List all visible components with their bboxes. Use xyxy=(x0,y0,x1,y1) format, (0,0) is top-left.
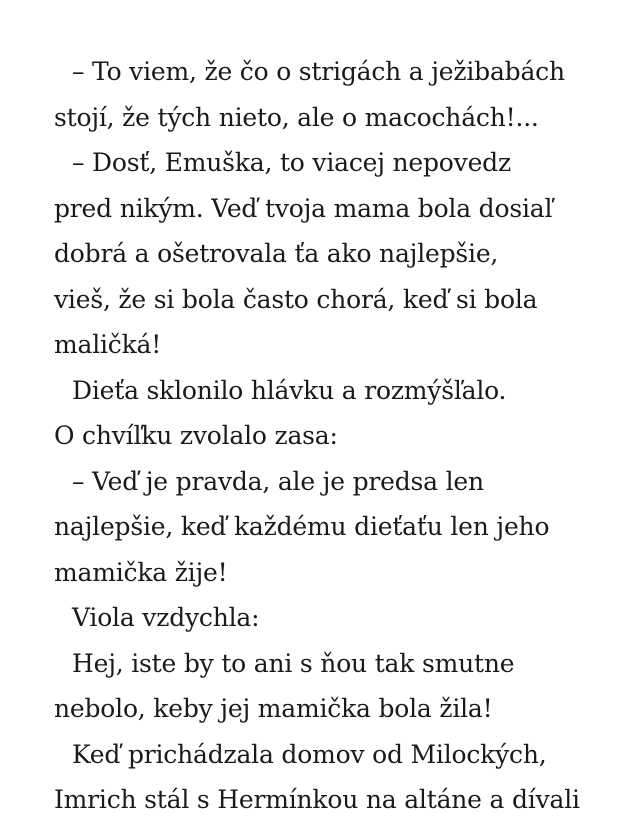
text-line: stojí, že tých nieto, ale o macochách!... xyxy=(54,102,539,132)
text-line: dobrá a ošetrovala ťa ako najlepšie, xyxy=(54,239,499,268)
text-line: maličká! xyxy=(54,330,162,359)
text-line: vieš, že si bola často chorá, keď si bola xyxy=(54,284,538,314)
text-line: – Veď je pravda, ale je predsa len xyxy=(72,466,484,496)
text-line: O chvíľku zvolalo zasa: xyxy=(54,421,338,450)
text-line: Dieťa sklonilo hlávku a rozmýšľalo. xyxy=(72,375,507,405)
text-line: pred nikým. Veď tvoja mama bola dosiaľ xyxy=(54,193,553,223)
text-line: Keď prichádzala domov od Milockých, xyxy=(72,739,547,769)
page-text xyxy=(0,49,640,823)
text-line: Viola vzdychla: xyxy=(72,603,260,632)
text-line: – To viem, že čo o strigách a ježibabách xyxy=(72,57,565,86)
text-line: nebolo, keby jej mamička bola žila! xyxy=(54,694,493,723)
text-line: – Dosť, Emuška, to viacej nepovedz xyxy=(72,148,511,177)
text-line: mamička žije! xyxy=(54,557,228,587)
text-line: najlepšie, keď každému dieťaťu len jeho xyxy=(54,512,550,541)
text-line: Imrich stál s Hermínkou na altáne a dívali xyxy=(54,785,580,814)
text-line: Hej, iste by to ani s ňou tak smutne xyxy=(72,648,515,678)
